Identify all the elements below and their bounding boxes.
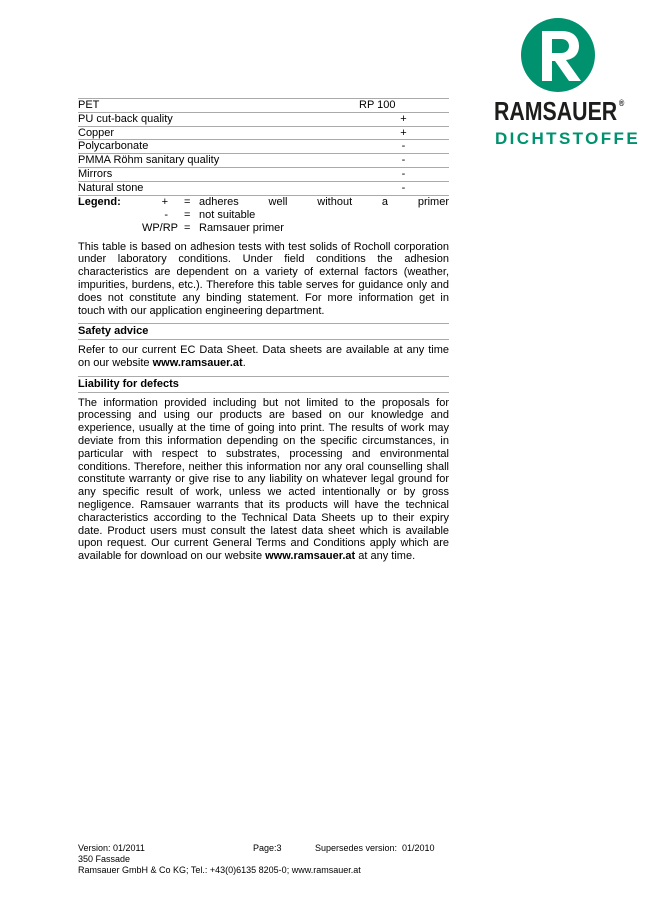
material-label: Polycarbonate: [78, 140, 149, 153]
material-label: Copper: [78, 126, 115, 139]
table-row: [78, 154, 449, 168]
ramsauer-logo-icon: [521, 18, 595, 92]
adhesion-value: +: [400, 126, 407, 139]
brand-name: RAMSAUER ®: [494, 96, 625, 126]
liability-paragraph: The information provided including but not limited to the proposals for processing and using our products are based on our knowledge and experience, usually at the time of going into print. The results of work may deviate from this information depending on the specific circumstances, in particular with respect to substrates, processing and environmental conditions. Therefore, neither this information nor any oral counselling shall constitute warranty or give rise to any liability on whatever legal ground for any specific result of work, unless we acted intentionally or by gross negligence. Ramsauer warrants that its products will have the technical characteristics according to the Technical Data Sheets up to their expiry date. Product users must consult the latest data sheet which is available upon request. Our current General Terms and Conditions apply which are available for download on our website www.ramsauer.at at any time.: [78, 396, 449, 563]
legend-label: Legend:: [78, 195, 121, 208]
legend-text: not suitable: [199, 208, 256, 221]
table-header-row: [78, 99, 449, 113]
safety-paragraph: Refer to our current EC Data Sheet. Data sheets are available at any time on our website www.ramsauer.at.: [78, 344, 449, 369]
legend-equals: =: [184, 221, 191, 234]
legend-text: Ramsauer primer: [199, 221, 284, 234]
adhesion-value: -: [401, 140, 406, 153]
adhesion-value: -: [401, 181, 406, 194]
website-link[interactable]: www.ramsauer.at: [152, 356, 243, 369]
table-row: [78, 126, 449, 140]
table-header-product: RP 100: [359, 99, 396, 111]
legend-equals: =: [184, 208, 191, 221]
adhesion-table: [78, 98, 449, 195]
safety-heading: Safety advice: [78, 323, 449, 340]
page-footer: [78, 843, 478, 876]
footer-page-number: Page:3: [253, 843, 282, 853]
material-label: Natural stone: [78, 181, 144, 194]
legend-symbol: +: [161, 195, 168, 208]
footer-company: Ramsauer GmbH & Co KG; Tel.: +43(0)6135 8205-0; www.ramsauer.at: [78, 865, 361, 875]
legend-text: adheres well without a primer: [199, 195, 449, 208]
intro-paragraph: This table is based on adhesion tests with test solids of Rocholl corporation under laboratory conditions. Under field conditions the adhesion characteristics are dependent on a variety of external factors (weather, impurities, burdens, etc.). Therefore this table serves for guidance only and does not constitute any binding statement. For more information get in touch with our application engineering department.: [78, 240, 449, 317]
adhesion-value: -: [401, 167, 406, 180]
brand-subtitle: DICHTSTOFFE: [495, 129, 641, 148]
adhesion-value: +: [400, 112, 407, 125]
material-label: PMMA Röhm sanitary quality: [78, 154, 220, 167]
footer-version: Version: 01/2011: [78, 843, 145, 853]
table-row: [78, 167, 449, 181]
legend-equals: =: [184, 195, 191, 208]
table-row: [78, 181, 449, 194]
table-header-material: PET: [78, 99, 100, 111]
table-row: [78, 140, 449, 154]
footer-supersedes-label: Supersedes version:: [315, 843, 398, 853]
footer-supersedes-value: 01/2010: [402, 843, 435, 853]
adhesion-value: -: [401, 154, 406, 167]
legend: [78, 195, 449, 235]
legend-symbol: WP/RP: [141, 221, 178, 234]
website-link[interactable]: www.ramsauer.at: [265, 550, 356, 563]
footer-product: 350 Fassade: [78, 854, 131, 864]
material-label: Mirrors: [78, 167, 113, 180]
table-row: [78, 112, 449, 126]
liability-heading: Liability for defects: [78, 376, 449, 393]
legend-symbol: -: [164, 208, 168, 221]
material-label: PU cut-back quality: [78, 112, 173, 125]
document-body: [78, 98, 449, 563]
